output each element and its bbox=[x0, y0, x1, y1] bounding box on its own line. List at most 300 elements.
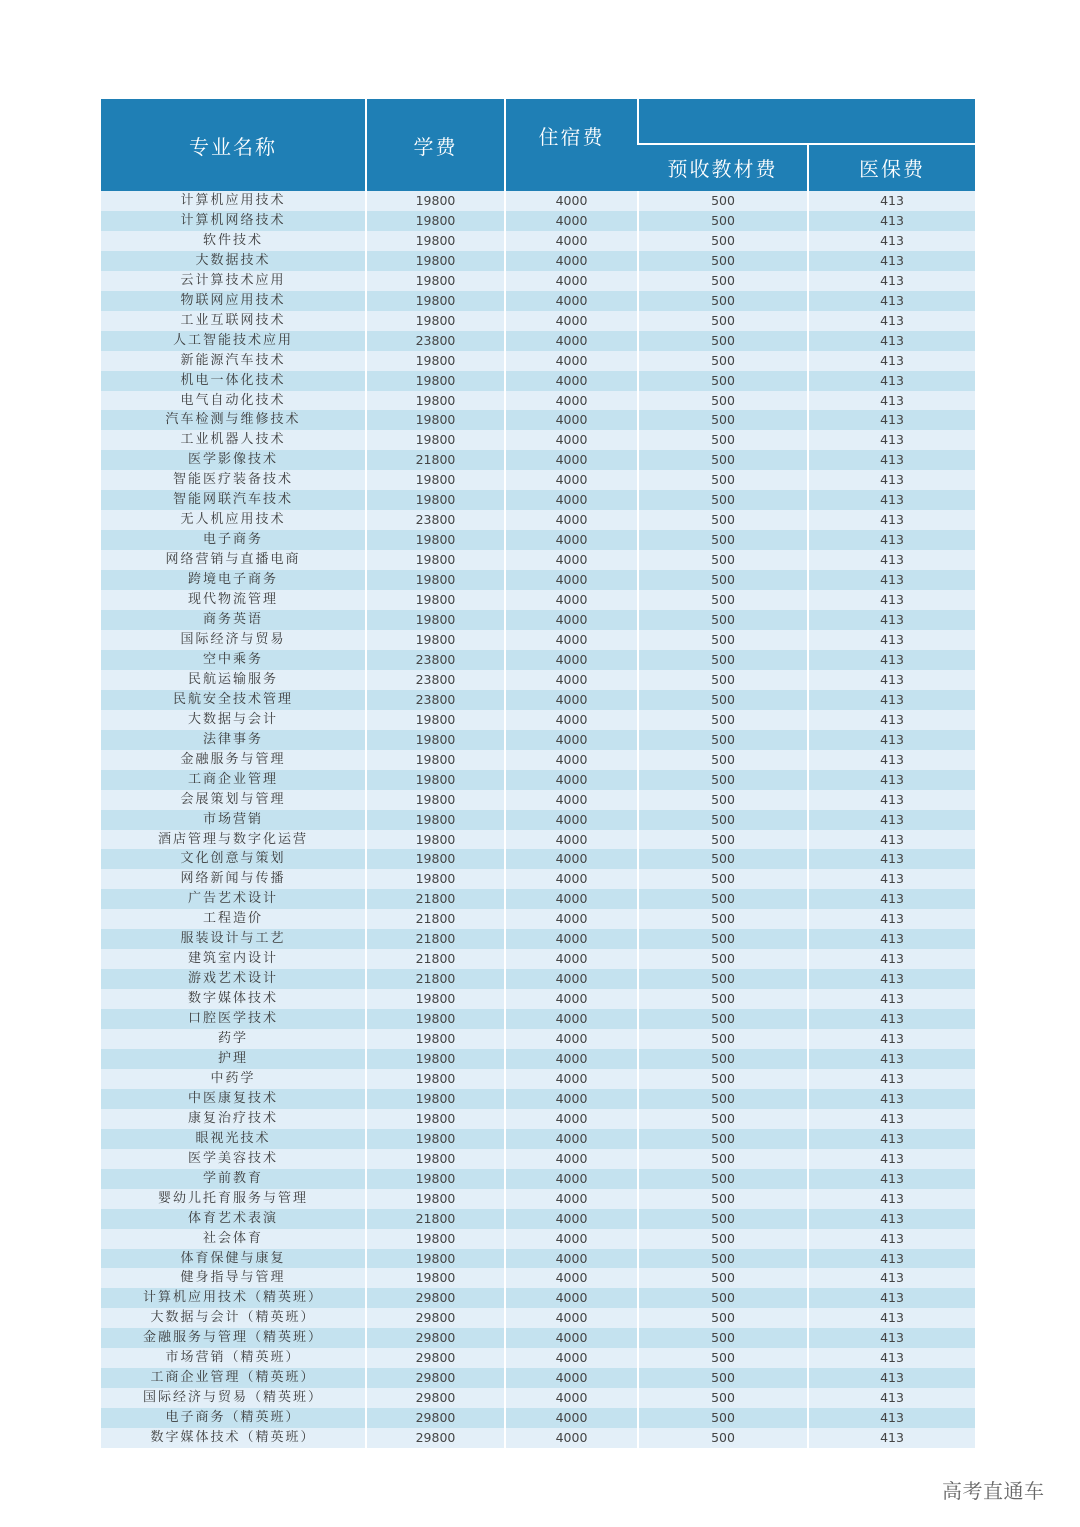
cell-insurance-fee: 413 bbox=[808, 371, 975, 391]
cell-textbook-fee: 500 bbox=[638, 1249, 808, 1269]
table-row bbox=[101, 610, 975, 630]
cell-major-name: 网络营销与直播电商 bbox=[101, 550, 366, 570]
cell-dorm-fee: 4000 bbox=[505, 1109, 638, 1129]
cell-major-name: 金融服务与管理（精英班） bbox=[101, 1328, 366, 1348]
cell-major-name: 法律事务 bbox=[101, 730, 366, 750]
cell-tuition: 19800 bbox=[366, 770, 505, 790]
table-row bbox=[101, 550, 975, 570]
cell-dorm-fee: 4000 bbox=[505, 510, 638, 530]
table-row bbox=[101, 770, 975, 790]
cell-textbook-fee: 500 bbox=[638, 949, 808, 969]
cell-major-name: 智能网联汽车技术 bbox=[101, 490, 366, 510]
table-row bbox=[101, 1129, 975, 1149]
table-row bbox=[101, 790, 975, 810]
cell-major-name: 民航运输服务 bbox=[101, 670, 366, 690]
cell-dorm-fee: 4000 bbox=[505, 211, 638, 231]
cell-insurance-fee: 413 bbox=[808, 1388, 975, 1408]
cell-tuition: 19800 bbox=[366, 810, 505, 830]
cell-insurance-fee: 413 bbox=[808, 550, 975, 570]
cell-dorm-fee: 4000 bbox=[505, 909, 638, 929]
cell-tuition: 19800 bbox=[366, 1049, 505, 1069]
cell-insurance-fee: 413 bbox=[808, 770, 975, 790]
table-row bbox=[101, 830, 975, 850]
cell-textbook-fee: 500 bbox=[638, 311, 808, 331]
cell-major-name: 汽车检测与维修技术 bbox=[101, 410, 366, 430]
cell-tuition: 19800 bbox=[366, 750, 505, 770]
cell-dorm-fee: 4000 bbox=[505, 1268, 638, 1288]
cell-major-name: 中药学 bbox=[101, 1069, 366, 1089]
table-row bbox=[101, 730, 975, 750]
cell-insurance-fee: 413 bbox=[808, 1308, 975, 1328]
cell-major-name: 物联网应用技术 bbox=[101, 291, 366, 311]
table-row bbox=[101, 191, 975, 211]
cell-textbook-fee: 500 bbox=[638, 510, 808, 530]
cell-insurance-fee: 413 bbox=[808, 1129, 975, 1149]
cell-dorm-fee: 4000 bbox=[505, 949, 638, 969]
cell-tuition: 19800 bbox=[366, 989, 505, 1009]
cell-tuition: 29800 bbox=[366, 1288, 505, 1308]
cell-tuition: 19800 bbox=[366, 291, 505, 311]
cell-textbook-fee: 500 bbox=[638, 191, 808, 211]
cell-textbook-fee: 500 bbox=[638, 1089, 808, 1109]
cell-dorm-fee: 4000 bbox=[505, 750, 638, 770]
cell-textbook-fee: 500 bbox=[638, 969, 808, 989]
cell-insurance-fee: 413 bbox=[808, 849, 975, 869]
cell-insurance-fee: 413 bbox=[808, 790, 975, 810]
cell-major-name: 计算机网络技术 bbox=[101, 211, 366, 231]
cell-insurance-fee: 413 bbox=[808, 929, 975, 949]
fee-table bbox=[101, 99, 975, 1448]
table-row bbox=[101, 590, 975, 610]
cell-dorm-fee: 4000 bbox=[505, 1089, 638, 1109]
table-row bbox=[101, 530, 975, 550]
cell-major-name: 电子商务 bbox=[101, 530, 366, 550]
table-header bbox=[101, 99, 975, 191]
cell-dorm-fee: 4000 bbox=[505, 1129, 638, 1149]
table-row bbox=[101, 849, 975, 869]
cell-tuition: 19800 bbox=[366, 550, 505, 570]
cell-dorm-fee: 4000 bbox=[505, 1368, 638, 1388]
cell-major-name: 游戏艺术设计 bbox=[101, 969, 366, 989]
header-dorm-fee: 住宿费 bbox=[505, 99, 638, 191]
cell-tuition: 19800 bbox=[366, 1169, 505, 1189]
cell-dorm-fee: 4000 bbox=[505, 849, 638, 869]
cell-major-name: 体育艺术表演 bbox=[101, 1209, 366, 1229]
cell-major-name: 会展策划与管理 bbox=[101, 790, 366, 810]
cell-textbook-fee: 500 bbox=[638, 1428, 808, 1448]
cell-textbook-fee: 500 bbox=[638, 1408, 808, 1428]
cell-textbook-fee: 500 bbox=[638, 1368, 808, 1388]
cell-insurance-fee: 413 bbox=[808, 1049, 975, 1069]
cell-textbook-fee: 500 bbox=[638, 730, 808, 750]
cell-tuition: 23800 bbox=[366, 510, 505, 530]
cell-insurance-fee: 413 bbox=[808, 1109, 975, 1129]
cell-tuition: 21800 bbox=[366, 929, 505, 949]
cell-dorm-fee: 4000 bbox=[505, 1348, 638, 1368]
cell-textbook-fee: 500 bbox=[638, 1049, 808, 1069]
cell-textbook-fee: 500 bbox=[638, 410, 808, 430]
cell-tuition: 19800 bbox=[366, 1069, 505, 1089]
cell-tuition: 21800 bbox=[366, 969, 505, 989]
table-row bbox=[101, 311, 975, 331]
cell-insurance-fee: 413 bbox=[808, 1268, 975, 1288]
table-row bbox=[101, 630, 975, 650]
cell-major-name: 机电一体化技术 bbox=[101, 371, 366, 391]
cell-textbook-fee: 500 bbox=[638, 1388, 808, 1408]
cell-textbook-fee: 500 bbox=[638, 1029, 808, 1049]
cell-textbook-fee: 500 bbox=[638, 710, 808, 730]
cell-dorm-fee: 4000 bbox=[505, 410, 638, 430]
cell-dorm-fee: 4000 bbox=[505, 251, 638, 271]
cell-tuition: 19800 bbox=[366, 231, 505, 251]
cell-major-name: 国际经济与贸易 bbox=[101, 630, 366, 650]
cell-textbook-fee: 500 bbox=[638, 470, 808, 490]
cell-textbook-fee: 500 bbox=[638, 1129, 808, 1149]
table-row bbox=[101, 650, 975, 670]
cell-insurance-fee: 413 bbox=[808, 291, 975, 311]
cell-major-name: 医学影像技术 bbox=[101, 450, 366, 470]
cell-major-name: 计算机应用技术（精英班） bbox=[101, 1288, 366, 1308]
cell-major-name: 现代物流管理 bbox=[101, 590, 366, 610]
cell-insurance-fee: 413 bbox=[808, 590, 975, 610]
cell-tuition: 29800 bbox=[366, 1308, 505, 1328]
cell-tuition: 19800 bbox=[366, 1009, 505, 1029]
cell-major-name: 体育保健与康复 bbox=[101, 1249, 366, 1269]
cell-insurance-fee: 413 bbox=[808, 949, 975, 969]
cell-tuition: 19800 bbox=[366, 271, 505, 291]
table-row bbox=[101, 1328, 975, 1348]
cell-dorm-fee: 4000 bbox=[505, 1288, 638, 1308]
cell-tuition: 21800 bbox=[366, 909, 505, 929]
cell-insurance-fee: 413 bbox=[808, 1288, 975, 1308]
table-row bbox=[101, 211, 975, 231]
cell-textbook-fee: 500 bbox=[638, 1308, 808, 1328]
cell-tuition: 19800 bbox=[366, 371, 505, 391]
header-textbook-fee: 预收教材费 bbox=[638, 144, 808, 191]
cell-major-name: 文化创意与策划 bbox=[101, 849, 366, 869]
header-insurance-fee: 医保费 bbox=[808, 144, 975, 191]
cell-major-name: 工商企业管理（精英班） bbox=[101, 1368, 366, 1388]
header-major-name: 专业名称 bbox=[101, 99, 366, 191]
cell-insurance-fee: 413 bbox=[808, 211, 975, 231]
table-row bbox=[101, 1308, 975, 1328]
table-row bbox=[101, 1408, 975, 1428]
cell-dorm-fee: 4000 bbox=[505, 351, 638, 371]
cell-textbook-fee: 500 bbox=[638, 590, 808, 610]
cell-textbook-fee: 500 bbox=[638, 331, 808, 351]
cell-dorm-fee: 4000 bbox=[505, 889, 638, 909]
cell-tuition: 23800 bbox=[366, 690, 505, 710]
cell-dorm-fee: 4000 bbox=[505, 1069, 638, 1089]
cell-textbook-fee: 500 bbox=[638, 1328, 808, 1348]
cell-textbook-fee: 500 bbox=[638, 391, 808, 411]
cell-dorm-fee: 4000 bbox=[505, 810, 638, 830]
fee-table-container bbox=[101, 99, 975, 1448]
table-body bbox=[101, 191, 975, 1448]
cell-major-name: 网络新闻与传播 bbox=[101, 869, 366, 889]
table-row bbox=[101, 1009, 975, 1029]
table-row bbox=[101, 670, 975, 690]
cell-insurance-fee: 413 bbox=[808, 810, 975, 830]
table-row bbox=[101, 710, 975, 730]
table-row bbox=[101, 1249, 975, 1269]
cell-dorm-fee: 4000 bbox=[505, 790, 638, 810]
cell-dorm-fee: 4000 bbox=[505, 311, 638, 331]
cell-textbook-fee: 500 bbox=[638, 271, 808, 291]
cell-textbook-fee: 500 bbox=[638, 1069, 808, 1089]
cell-insurance-fee: 413 bbox=[808, 1428, 975, 1448]
table-row bbox=[101, 470, 975, 490]
table-row bbox=[101, 929, 975, 949]
cell-textbook-fee: 500 bbox=[638, 1348, 808, 1368]
cell-textbook-fee: 500 bbox=[638, 231, 808, 251]
cell-major-name: 学前教育 bbox=[101, 1169, 366, 1189]
cell-major-name: 空中乘务 bbox=[101, 650, 366, 670]
cell-textbook-fee: 500 bbox=[638, 750, 808, 770]
cell-dorm-fee: 4000 bbox=[505, 291, 638, 311]
cell-tuition: 19800 bbox=[366, 1109, 505, 1129]
cell-major-name: 计算机应用技术 bbox=[101, 191, 366, 211]
cell-dorm-fee: 4000 bbox=[505, 710, 638, 730]
cell-tuition: 19800 bbox=[366, 470, 505, 490]
cell-major-name: 数字媒体技术（精英班） bbox=[101, 1428, 366, 1448]
cell-insurance-fee: 413 bbox=[808, 710, 975, 730]
cell-tuition: 19800 bbox=[366, 790, 505, 810]
cell-dorm-fee: 4000 bbox=[505, 929, 638, 949]
cell-textbook-fee: 500 bbox=[638, 909, 808, 929]
table-row bbox=[101, 1149, 975, 1169]
cell-tuition: 19800 bbox=[366, 730, 505, 750]
cell-tuition: 19800 bbox=[366, 1189, 505, 1209]
cell-dorm-fee: 4000 bbox=[505, 331, 638, 351]
table-row bbox=[101, 750, 975, 770]
cell-textbook-fee: 500 bbox=[638, 1268, 808, 1288]
table-row bbox=[101, 690, 975, 710]
cell-textbook-fee: 500 bbox=[638, 450, 808, 470]
cell-tuition: 19800 bbox=[366, 351, 505, 371]
cell-major-name: 婴幼儿托育服务与管理 bbox=[101, 1189, 366, 1209]
table-row bbox=[101, 949, 975, 969]
cell-major-name: 服装设计与工艺 bbox=[101, 929, 366, 949]
cell-insurance-fee: 413 bbox=[808, 650, 975, 670]
cell-insurance-fee: 413 bbox=[808, 231, 975, 251]
cell-textbook-fee: 500 bbox=[638, 1109, 808, 1129]
cell-major-name: 工商企业管理 bbox=[101, 770, 366, 790]
cell-major-name: 民航安全技术管理 bbox=[101, 690, 366, 710]
cell-tuition: 19800 bbox=[366, 1029, 505, 1049]
table-row bbox=[101, 391, 975, 411]
cell-tuition: 29800 bbox=[366, 1428, 505, 1448]
cell-major-name: 电子商务（精英班） bbox=[101, 1408, 366, 1428]
cell-dorm-fee: 4000 bbox=[505, 690, 638, 710]
cell-major-name: 眼视光技术 bbox=[101, 1129, 366, 1149]
cell-insurance-fee: 413 bbox=[808, 450, 975, 470]
cell-insurance-fee: 413 bbox=[808, 1069, 975, 1089]
table-row bbox=[101, 1049, 975, 1069]
cell-dorm-fee: 4000 bbox=[505, 570, 638, 590]
cell-tuition: 19800 bbox=[366, 590, 505, 610]
table-row bbox=[101, 1189, 975, 1209]
cell-tuition: 29800 bbox=[366, 1408, 505, 1428]
cell-dorm-fee: 4000 bbox=[505, 1229, 638, 1249]
cell-dorm-fee: 4000 bbox=[505, 610, 638, 630]
cell-textbook-fee: 500 bbox=[638, 1169, 808, 1189]
cell-insurance-fee: 413 bbox=[808, 750, 975, 770]
cell-textbook-fee: 500 bbox=[638, 1189, 808, 1209]
cell-insurance-fee: 413 bbox=[808, 610, 975, 630]
cell-textbook-fee: 500 bbox=[638, 790, 808, 810]
table-row bbox=[101, 251, 975, 271]
cell-textbook-fee: 500 bbox=[638, 869, 808, 889]
cell-dorm-fee: 4000 bbox=[505, 590, 638, 610]
cell-insurance-fee: 413 bbox=[808, 1249, 975, 1269]
cell-major-name: 国际经济与贸易（精英班） bbox=[101, 1388, 366, 1408]
cell-dorm-fee: 4000 bbox=[505, 490, 638, 510]
table-row bbox=[101, 1348, 975, 1368]
cell-major-name: 康复治疗技术 bbox=[101, 1109, 366, 1129]
table-row bbox=[101, 351, 975, 371]
cell-textbook-fee: 500 bbox=[638, 610, 808, 630]
table-row bbox=[101, 1288, 975, 1308]
cell-tuition: 19800 bbox=[366, 570, 505, 590]
cell-textbook-fee: 500 bbox=[638, 690, 808, 710]
cell-textbook-fee: 500 bbox=[638, 251, 808, 271]
cell-tuition: 29800 bbox=[366, 1388, 505, 1408]
cell-insurance-fee: 413 bbox=[808, 670, 975, 690]
table-row bbox=[101, 1209, 975, 1229]
cell-insurance-fee: 413 bbox=[808, 1348, 975, 1368]
table-row bbox=[101, 1109, 975, 1129]
table-row bbox=[101, 510, 975, 530]
header-other-fees-group bbox=[638, 99, 975, 144]
table-row bbox=[101, 410, 975, 430]
cell-dorm-fee: 4000 bbox=[505, 969, 638, 989]
cell-textbook-fee: 500 bbox=[638, 1288, 808, 1308]
cell-dorm-fee: 4000 bbox=[505, 1428, 638, 1448]
cell-major-name: 电气自动化技术 bbox=[101, 391, 366, 411]
cell-dorm-fee: 4000 bbox=[505, 1169, 638, 1189]
cell-dorm-fee: 4000 bbox=[505, 830, 638, 850]
watermark-text: 高考直通车 bbox=[942, 1479, 1045, 1503]
cell-major-name: 大数据与会计 bbox=[101, 710, 366, 730]
table-row bbox=[101, 430, 975, 450]
cell-major-name: 酒店管理与数字化运营 bbox=[101, 830, 366, 850]
cell-insurance-fee: 413 bbox=[808, 909, 975, 929]
cell-tuition: 19800 bbox=[366, 1249, 505, 1269]
cell-major-name: 工程造价 bbox=[101, 909, 366, 929]
cell-dorm-fee: 4000 bbox=[505, 869, 638, 889]
cell-dorm-fee: 4000 bbox=[505, 1029, 638, 1049]
cell-dorm-fee: 4000 bbox=[505, 1209, 638, 1229]
cell-major-name: 商务英语 bbox=[101, 610, 366, 630]
cell-major-name: 大数据技术 bbox=[101, 251, 366, 271]
cell-insurance-fee: 413 bbox=[808, 1169, 975, 1189]
cell-major-name: 建筑室内设计 bbox=[101, 949, 366, 969]
cell-textbook-fee: 500 bbox=[638, 351, 808, 371]
cell-dorm-fee: 4000 bbox=[505, 271, 638, 291]
cell-major-name: 云计算技术应用 bbox=[101, 271, 366, 291]
cell-tuition: 19800 bbox=[366, 869, 505, 889]
table-row bbox=[101, 1169, 975, 1189]
table-row bbox=[101, 1388, 975, 1408]
cell-tuition: 19800 bbox=[366, 251, 505, 271]
cell-major-name: 智能医疗装备技术 bbox=[101, 470, 366, 490]
table-row bbox=[101, 1268, 975, 1288]
cell-major-name: 市场营销 bbox=[101, 810, 366, 830]
table-row bbox=[101, 450, 975, 470]
cell-tuition: 19800 bbox=[366, 490, 505, 510]
cell-tuition: 23800 bbox=[366, 670, 505, 690]
cell-dorm-fee: 4000 bbox=[505, 1149, 638, 1169]
cell-tuition: 19800 bbox=[366, 1268, 505, 1288]
cell-dorm-fee: 4000 bbox=[505, 989, 638, 1009]
table-row bbox=[101, 331, 975, 351]
cell-textbook-fee: 500 bbox=[638, 889, 808, 909]
cell-textbook-fee: 500 bbox=[638, 670, 808, 690]
cell-tuition: 19800 bbox=[366, 211, 505, 231]
cell-dorm-fee: 4000 bbox=[505, 650, 638, 670]
cell-insurance-fee: 413 bbox=[808, 331, 975, 351]
cell-insurance-fee: 413 bbox=[808, 311, 975, 331]
cell-insurance-fee: 413 bbox=[808, 1229, 975, 1249]
cell-tuition: 19800 bbox=[366, 630, 505, 650]
table-row bbox=[101, 1069, 975, 1089]
cell-insurance-fee: 413 bbox=[808, 570, 975, 590]
cell-major-name: 医学美容技术 bbox=[101, 1149, 366, 1169]
cell-major-name: 金融服务与管理 bbox=[101, 750, 366, 770]
cell-major-name: 口腔医学技术 bbox=[101, 1009, 366, 1029]
cell-tuition: 19800 bbox=[366, 1129, 505, 1149]
cell-tuition: 21800 bbox=[366, 949, 505, 969]
cell-tuition: 19800 bbox=[366, 849, 505, 869]
cell-major-name: 护理 bbox=[101, 1049, 366, 1069]
cell-insurance-fee: 413 bbox=[808, 490, 975, 510]
cell-tuition: 19800 bbox=[366, 391, 505, 411]
cell-dorm-fee: 4000 bbox=[505, 1408, 638, 1428]
cell-textbook-fee: 500 bbox=[638, 929, 808, 949]
table-row bbox=[101, 1089, 975, 1109]
cell-insurance-fee: 413 bbox=[808, 510, 975, 530]
cell-insurance-fee: 413 bbox=[808, 391, 975, 411]
cell-dorm-fee: 4000 bbox=[505, 1308, 638, 1328]
cell-tuition: 21800 bbox=[366, 450, 505, 470]
cell-insurance-fee: 413 bbox=[808, 470, 975, 490]
cell-tuition: 19800 bbox=[366, 191, 505, 211]
header-tuition: 学费 bbox=[366, 99, 505, 191]
cell-tuition: 19800 bbox=[366, 610, 505, 630]
cell-dorm-fee: 4000 bbox=[505, 550, 638, 570]
cell-textbook-fee: 500 bbox=[638, 810, 808, 830]
table-row bbox=[101, 271, 975, 291]
cell-insurance-fee: 413 bbox=[808, 989, 975, 1009]
cell-textbook-fee: 500 bbox=[638, 1009, 808, 1029]
cell-major-name: 市场营销（精英班） bbox=[101, 1348, 366, 1368]
cell-insurance-fee: 413 bbox=[808, 251, 975, 271]
cell-dorm-fee: 4000 bbox=[505, 391, 638, 411]
cell-tuition: 23800 bbox=[366, 331, 505, 351]
cell-insurance-fee: 413 bbox=[808, 1209, 975, 1229]
cell-dorm-fee: 4000 bbox=[505, 1328, 638, 1348]
cell-textbook-fee: 500 bbox=[638, 650, 808, 670]
cell-dorm-fee: 4000 bbox=[505, 191, 638, 211]
cell-insurance-fee: 413 bbox=[808, 1009, 975, 1029]
cell-major-name: 跨境电子商务 bbox=[101, 570, 366, 590]
cell-insurance-fee: 413 bbox=[808, 1328, 975, 1348]
cell-dorm-fee: 4000 bbox=[505, 231, 638, 251]
cell-dorm-fee: 4000 bbox=[505, 1009, 638, 1029]
cell-tuition: 19800 bbox=[366, 1229, 505, 1249]
cell-insurance-fee: 413 bbox=[808, 1368, 975, 1388]
